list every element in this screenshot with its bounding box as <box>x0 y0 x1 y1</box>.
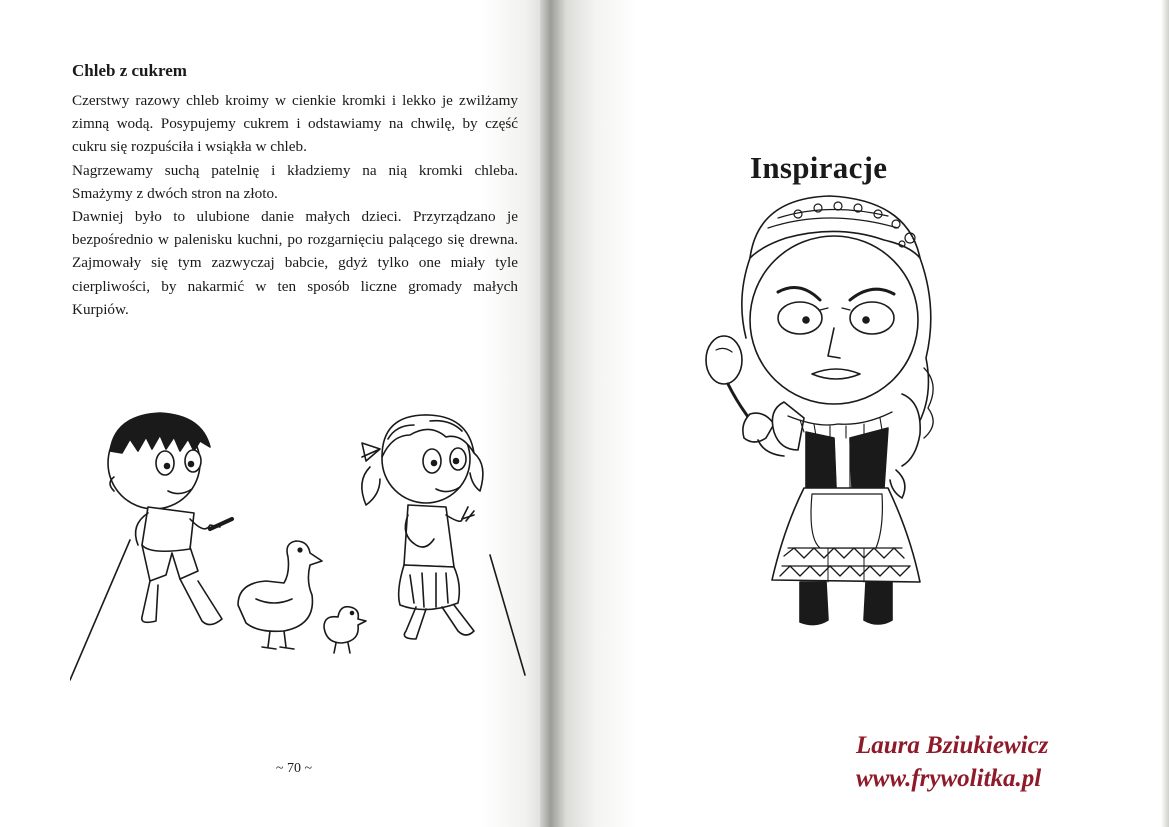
recipe-paragraph: Czerstwy razowy chleb kroimy w cienkie kromki i lekko je zwilżamy zimną wodą. Posypujemy cukrem i odstawiamy na chwilę, by część cukru się rozpuściła i wsiąkła w chleb. <box>72 92 518 156</box>
author-credit <box>856 729 1048 795</box>
left-page <box>0 0 548 827</box>
recipe-paragraph: Nagrzewamy suchą patelnię i kładziemy na nią kromki chleba. Smażymy z dwóch stron na złoto. <box>72 161 518 202</box>
folk-woman-illustration <box>688 188 958 638</box>
recipe-paragraph: Dawniej było to ulubione danie małych dzieci. Przyrządzano je bezpośrednio w palenisku kuchni, po rozgarnięciu palącego się drewna. Zajmowały się tym zazwyczaj babcie, gdyż tylko one miały tyle cierpliwości, by nakarmić w ten sposób liczne gromady małych Kurpiów. <box>72 208 518 318</box>
duckling-figure <box>324 607 366 653</box>
vest-right <box>850 428 888 494</box>
boot-left <box>800 582 828 625</box>
author-name: Laura Bziukiewicz <box>856 732 1049 759</box>
path-line-right <box>490 555 525 675</box>
path-line-left <box>70 540 130 680</box>
page-number: ~ 70 ~ <box>275 761 313 776</box>
boot-right <box>864 582 892 624</box>
recipe-text <box>72 89 518 321</box>
children-duck-illustration <box>70 395 540 695</box>
duck-figure <box>238 541 322 649</box>
boy-figure <box>108 413 232 625</box>
vest-left <box>806 432 836 494</box>
author-website: www.frywolitka.pl <box>856 765 1042 792</box>
section-title: Inspiracje <box>750 150 888 185</box>
girl-figure <box>362 415 483 639</box>
recipe-title: Chleb z cukrem <box>72 61 187 80</box>
